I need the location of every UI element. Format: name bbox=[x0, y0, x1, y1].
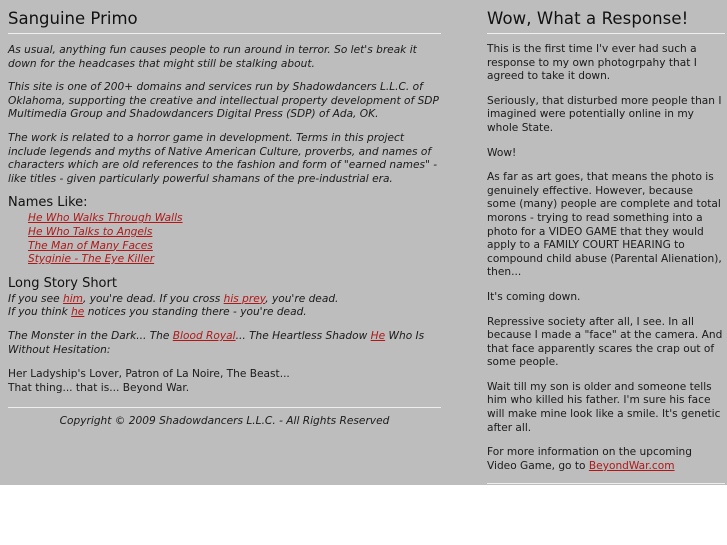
blood-royal-link[interactable]: Blood Royal bbox=[172, 329, 236, 342]
names-list bbox=[8, 212, 441, 266]
response-paragraph-8 bbox=[487, 446, 725, 473]
response-text: For more information on the upcoming Video Game, go to bbox=[487, 446, 692, 472]
response-paragraph-2: Seriously, that disturbed more people than I imagined were potentially online in my whole State. bbox=[487, 94, 722, 134]
story-text: If you think bbox=[8, 306, 72, 319]
intro-paragraph-2: This site is one of 200+ domains and services run by Shadowdancers L.L.C. of Oklahoma, supporting the creative and intellectual property development of SDP Multimedia Group and Shadowdancers Digital Press (SDP) of Ada, OK. bbox=[8, 81, 439, 121]
intro-paragraph-3: The work is related to a horror game in development. Terms in this project include legends and myths of Native American Culture, proverbs, and names of characters which are old references to the fashion and form of "earned names" - like titles - given particularly powerful shamans of the pre-industrial era. bbox=[8, 131, 438, 185]
response-paragraph-4: As far as art goes, that means the photo is genuinely effective. However, because some (many) people are complete and total morons - trying to read something into a photo for a VIDEO GAME that they would apply to a FAMILY COURT HEARING to compound child abuse (Parental Alienation), then... bbox=[487, 171, 722, 279]
story-text: , you're dead. If you cross bbox=[82, 292, 224, 305]
story-paragraph-1 bbox=[8, 293, 441, 320]
story-text: Her Ladyship's Lover, Patron of La Noire, The Beast... bbox=[8, 368, 290, 381]
name-link-walks-through-walls[interactable]: He Who Walks Through Walls bbox=[28, 212, 183, 225]
response-paragraph-1: This is the first time I'v ever had such a response to my own photogrpahy that I agreed to take it down. bbox=[487, 43, 697, 83]
he-link[interactable]: he bbox=[71, 306, 85, 319]
response-paragraph-3: Wow! bbox=[487, 146, 517, 159]
story-text: That thing... that is... Beyond War. bbox=[8, 381, 190, 394]
intro-paragraph-1: As usual, anything fun causes people to run around in terror. So let's break it down for the headcases that might still be stalking about. bbox=[8, 44, 417, 70]
his-prey-link[interactable]: his prey bbox=[223, 292, 266, 305]
he-link-2[interactable]: He bbox=[370, 329, 386, 342]
story-text: ... The Heartless Shadow bbox=[235, 329, 371, 342]
name-link-eye-killer[interactable]: Styginie - The Eye Killer bbox=[28, 253, 155, 266]
page-title: Sanguine Primo bbox=[8, 8, 441, 34]
list-item bbox=[28, 212, 441, 226]
copyright-text: Copyright © 2009 Shadowdancers L.L.C. - All Rights Reserved bbox=[59, 415, 390, 428]
footer-divider bbox=[8, 407, 441, 408]
right-divider bbox=[487, 483, 725, 484]
beyondwar-link[interactable]: BeyondWar.com bbox=[588, 459, 675, 472]
story-text: If you see bbox=[8, 292, 63, 305]
story-text: Who Is Without Hesitation: bbox=[8, 329, 425, 356]
list-item bbox=[28, 253, 441, 267]
list-item bbox=[28, 240, 441, 254]
story-heading: Long Story Short bbox=[8, 275, 117, 291]
story-text: notices you standing there - you're dead. bbox=[84, 306, 307, 319]
story-paragraph-2 bbox=[8, 330, 441, 357]
name-link-many-faces[interactable]: The Man of Many Faces bbox=[28, 239, 153, 252]
name-link-talks-to-angels[interactable]: He Who Talks to Angels bbox=[28, 225, 153, 238]
story-text: , you're dead. bbox=[265, 292, 339, 305]
response-title: Wow, What a Response! bbox=[487, 8, 725, 34]
left-column bbox=[8, 8, 441, 429]
him-link[interactable]: him bbox=[62, 292, 83, 305]
story-text: The Monster in the Dark... The bbox=[8, 329, 173, 342]
right-column bbox=[487, 8, 725, 484]
names-heading: Names Like: bbox=[8, 195, 88, 211]
response-paragraph-6: Repressive society after all, I see. In all because I made a "face" at the camera. And that face apparently scares the crap out of some people. bbox=[487, 315, 723, 369]
response-paragraph-5: It's coming down. bbox=[487, 290, 581, 303]
story-paragraph-3 bbox=[8, 368, 441, 395]
response-paragraph-7: Wait till my son is older and someone tells him who killed his father. I'm sure his face will make mine look like a smile. It's genetic after all. bbox=[487, 380, 721, 434]
list-item bbox=[28, 226, 441, 240]
